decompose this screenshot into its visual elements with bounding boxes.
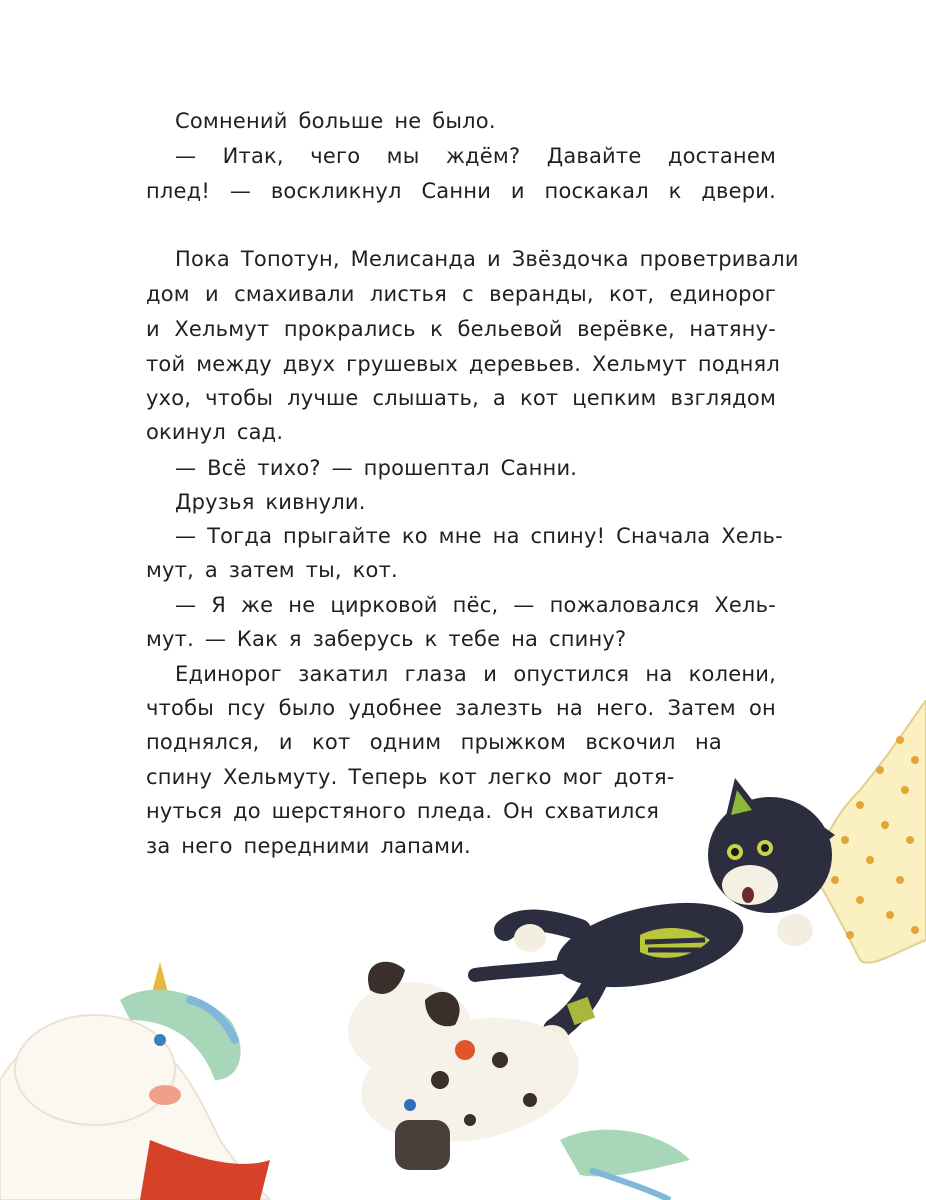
text-line: Сомнений больше не было. xyxy=(175,109,496,133)
text-line: ухо, чтобы лучше слышать, а кот цепким взглядом xyxy=(146,386,776,410)
illustration xyxy=(0,700,926,1200)
text-line: чтобы псу было удобнее залезть на него. Затем он xyxy=(146,696,776,720)
text-line: за него передними лапами. xyxy=(146,834,471,858)
text-line: нуться до шерстяного пледа. Он схватился xyxy=(146,799,660,823)
dog-illustration xyxy=(348,962,589,1170)
cat-illustration xyxy=(475,778,835,1055)
text-line: мут. — Как я заберусь к тебе на спину? xyxy=(146,627,627,651)
text-line: мут, а затем ты, кот. xyxy=(146,558,398,582)
text-line: Единорог закатил глаза и опустился на колени, xyxy=(175,662,776,686)
text-line: той между двух грушевых деревьев. Хельмут поднял xyxy=(146,352,780,376)
text-line: — Тогда прыгайте ко мне на спину! Сначала Хель- xyxy=(175,524,783,548)
text-line: — Всё тихо? — прошептал Санни. xyxy=(175,456,578,480)
blanket-illustration xyxy=(818,700,926,963)
text-line: спину Хельмуту. Теперь кот легко мог дотя- xyxy=(146,765,675,789)
text-line: плед! — воскликнул Санни и поскакал к двери. xyxy=(146,179,776,203)
text-line: Друзья кивнули. xyxy=(175,490,366,514)
text-line: поднялся, и кот одним прыжком вскочил на xyxy=(146,730,722,754)
text-line: — Я же не цирковой пёс, — пожаловался Хель- xyxy=(175,593,776,617)
text-line: Пока Топотун, Мелисанда и Звёздочка проветривали xyxy=(175,247,799,271)
text-line: дом и смахивали листья с веранды, кот, единорог xyxy=(146,282,776,306)
text-line: и Хельмут прокрались к бельевой верёвке, натяну- xyxy=(146,317,776,341)
text-line: — Итак, чего мы ждём? Давайте достанем xyxy=(175,144,776,168)
text-line: окинул сад. xyxy=(146,420,284,444)
